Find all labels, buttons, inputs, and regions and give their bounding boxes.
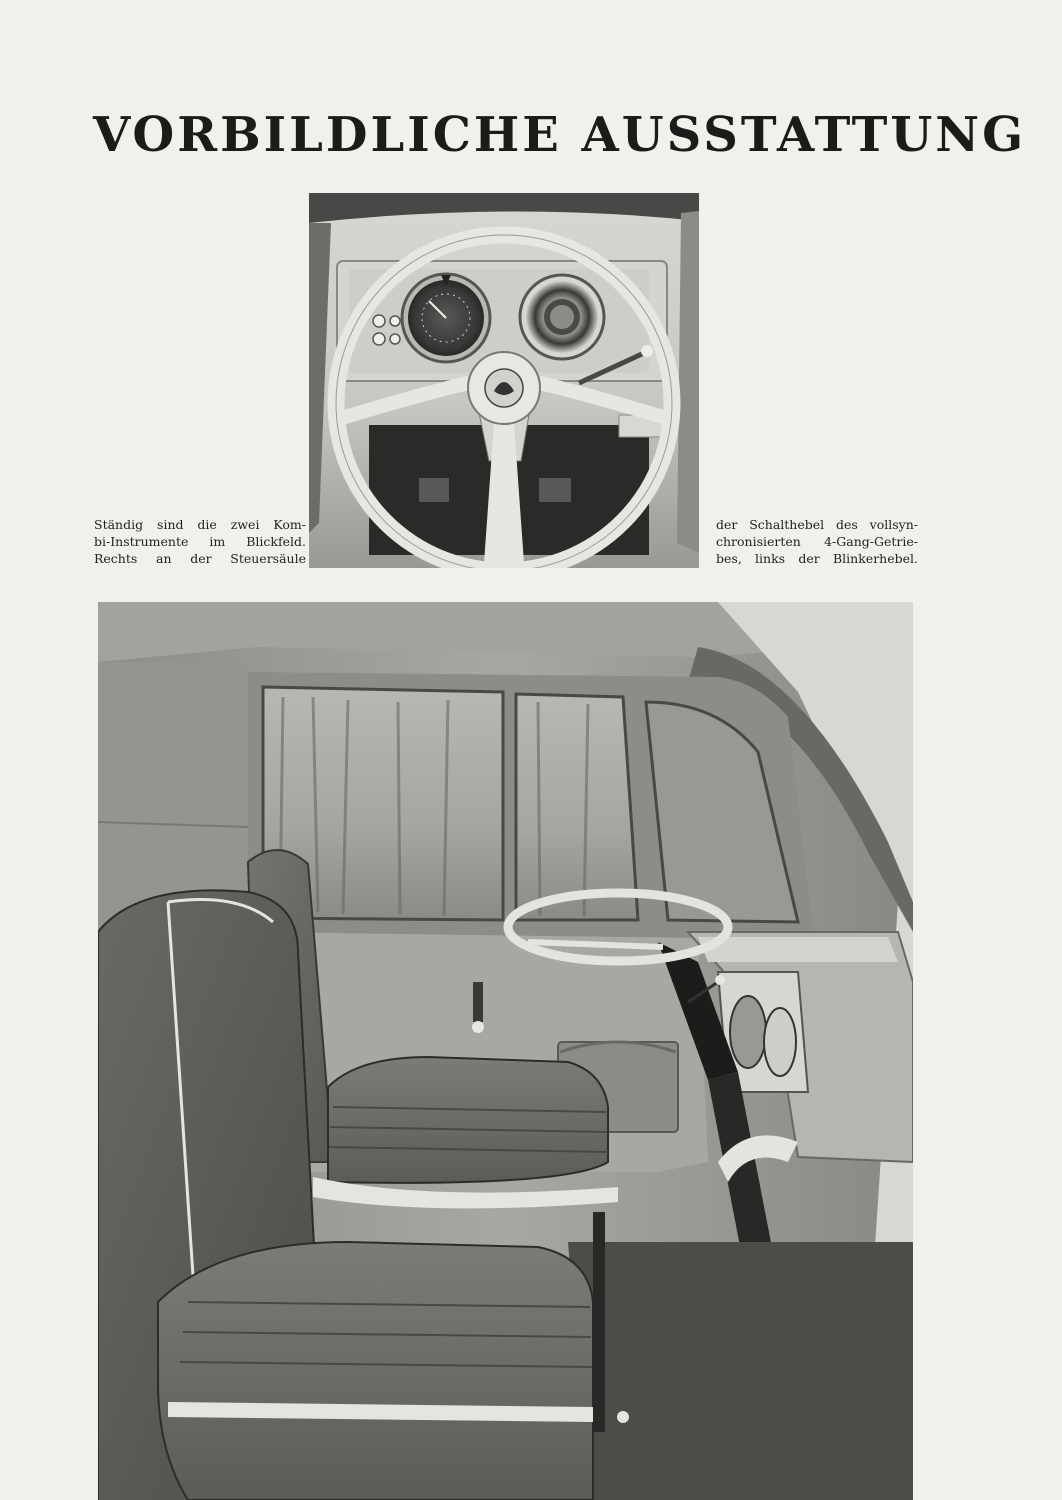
cab-interior-photo [98, 602, 913, 1500]
caption-right [716, 516, 918, 567]
dashboard-photo [309, 193, 699, 568]
caption-left-line: Rechts an der Steuersäule [94, 551, 306, 566]
caption-right-line: der Schalthebel des vollsyn- [716, 517, 918, 532]
caption-left [94, 516, 306, 567]
caption-left-line: bi-Instrumente im Blickfeld. [94, 534, 306, 549]
caption-left-line: Ständig sind die zwei Kom- [94, 517, 306, 532]
caption-right-line: chronisierten 4-Gang-Getrie- [716, 534, 918, 549]
page-headline: VORBILDLICHE AUSSTATTUNG [93, 107, 1027, 163]
caption-right-line: bes, links der Blinkerhebel. [716, 551, 918, 566]
